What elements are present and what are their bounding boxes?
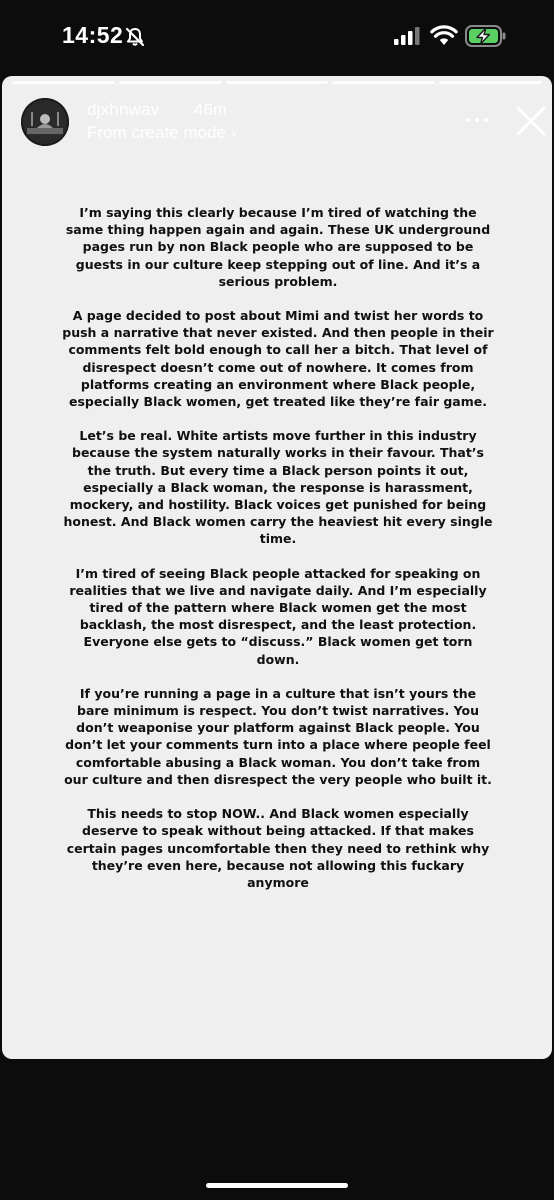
status-time: 14:52 <box>62 22 124 48</box>
progress-segment <box>226 81 329 84</box>
home-indicator[interactable] <box>206 1183 348 1188</box>
story-card[interactable] <box>2 76 552 1059</box>
more-options-button[interactable] <box>460 110 494 130</box>
close-icon[interactable] <box>514 104 548 138</box>
progress-segment <box>332 81 435 84</box>
status-bar <box>0 0 554 76</box>
progress-segment <box>439 81 542 84</box>
wifi-icon <box>430 25 458 47</box>
progress-segment <box>12 81 115 84</box>
story-username[interactable]: djxhnwav <box>87 100 160 119</box>
story-paragraph: A page decided to post about Mimi and twist her words to push a narrative that never existed. And then people in their comments felt bold enough to call her a bitch. That level of disrespect doesn’t come out of nowhere. It comes from platforms creating an environment where Black people, especially Black women, get treated like they’re fair game. <box>62 308 494 410</box>
story-paragraph: Let’s be real. White artists move further in this industry because the system naturally works in their favour. That’s the truth. But every time a Black person points it out, especially a Black woman, the response is harassment, mockery, and hostility. Black voices get punished for being honest. And Black women carry the heaviest hit every single time. <box>63 428 493 547</box>
story-paragraph: This needs to stop NOW.. And Black women especially deserve to speak without being attacked. If that makes certain pages uncomfortable then they need to rethink why they’re even here, because not allowing this fuckary anymore <box>66 806 490 890</box>
bell-slash-icon <box>124 26 146 48</box>
story-progress-bar <box>12 81 542 84</box>
story-paragraph: I’m saying this clearly because I’m tired of watching the same thing happen again and again. These UK underground pages run by non Black people who are supposed to be guests in our culture keep stepping out of line. And it’s a serious problem. <box>65 205 491 289</box>
dot-icon <box>475 118 479 122</box>
avatar-image <box>21 98 69 146</box>
dot-icon <box>484 118 488 122</box>
cellular-signal-icon <box>394 26 420 46</box>
dot-icon <box>466 118 470 122</box>
story-paragraph: I’m tired of seeing Black people attacked for speaking on realities that we live and navigate daily. And I’m especially tired of the pattern where Black women get the most backlash, the most disrespect, and the least protection. Everyone else gets to “discuss.” Black women get torn down. <box>69 565 487 667</box>
create-mode-link[interactable]: From create mode › <box>87 123 237 142</box>
story-timestamp: 46m <box>194 100 228 119</box>
story-paragraph: If you’re running a page in a culture that isn’t yours the bare minimum is respect. You don’t twist narratives. You don’t weaponise your platform against Black people. You don’t let your comments turn into a place where people feel comfortable abusing a Black woman. You don’t take from our culture and then disrespect the very people who built it. <box>64 685 492 787</box>
progress-segment <box>119 81 222 84</box>
battery-charging-icon <box>465 24 507 48</box>
avatar[interactable] <box>21 98 69 146</box>
story-text-block <box>62 204 494 908</box>
